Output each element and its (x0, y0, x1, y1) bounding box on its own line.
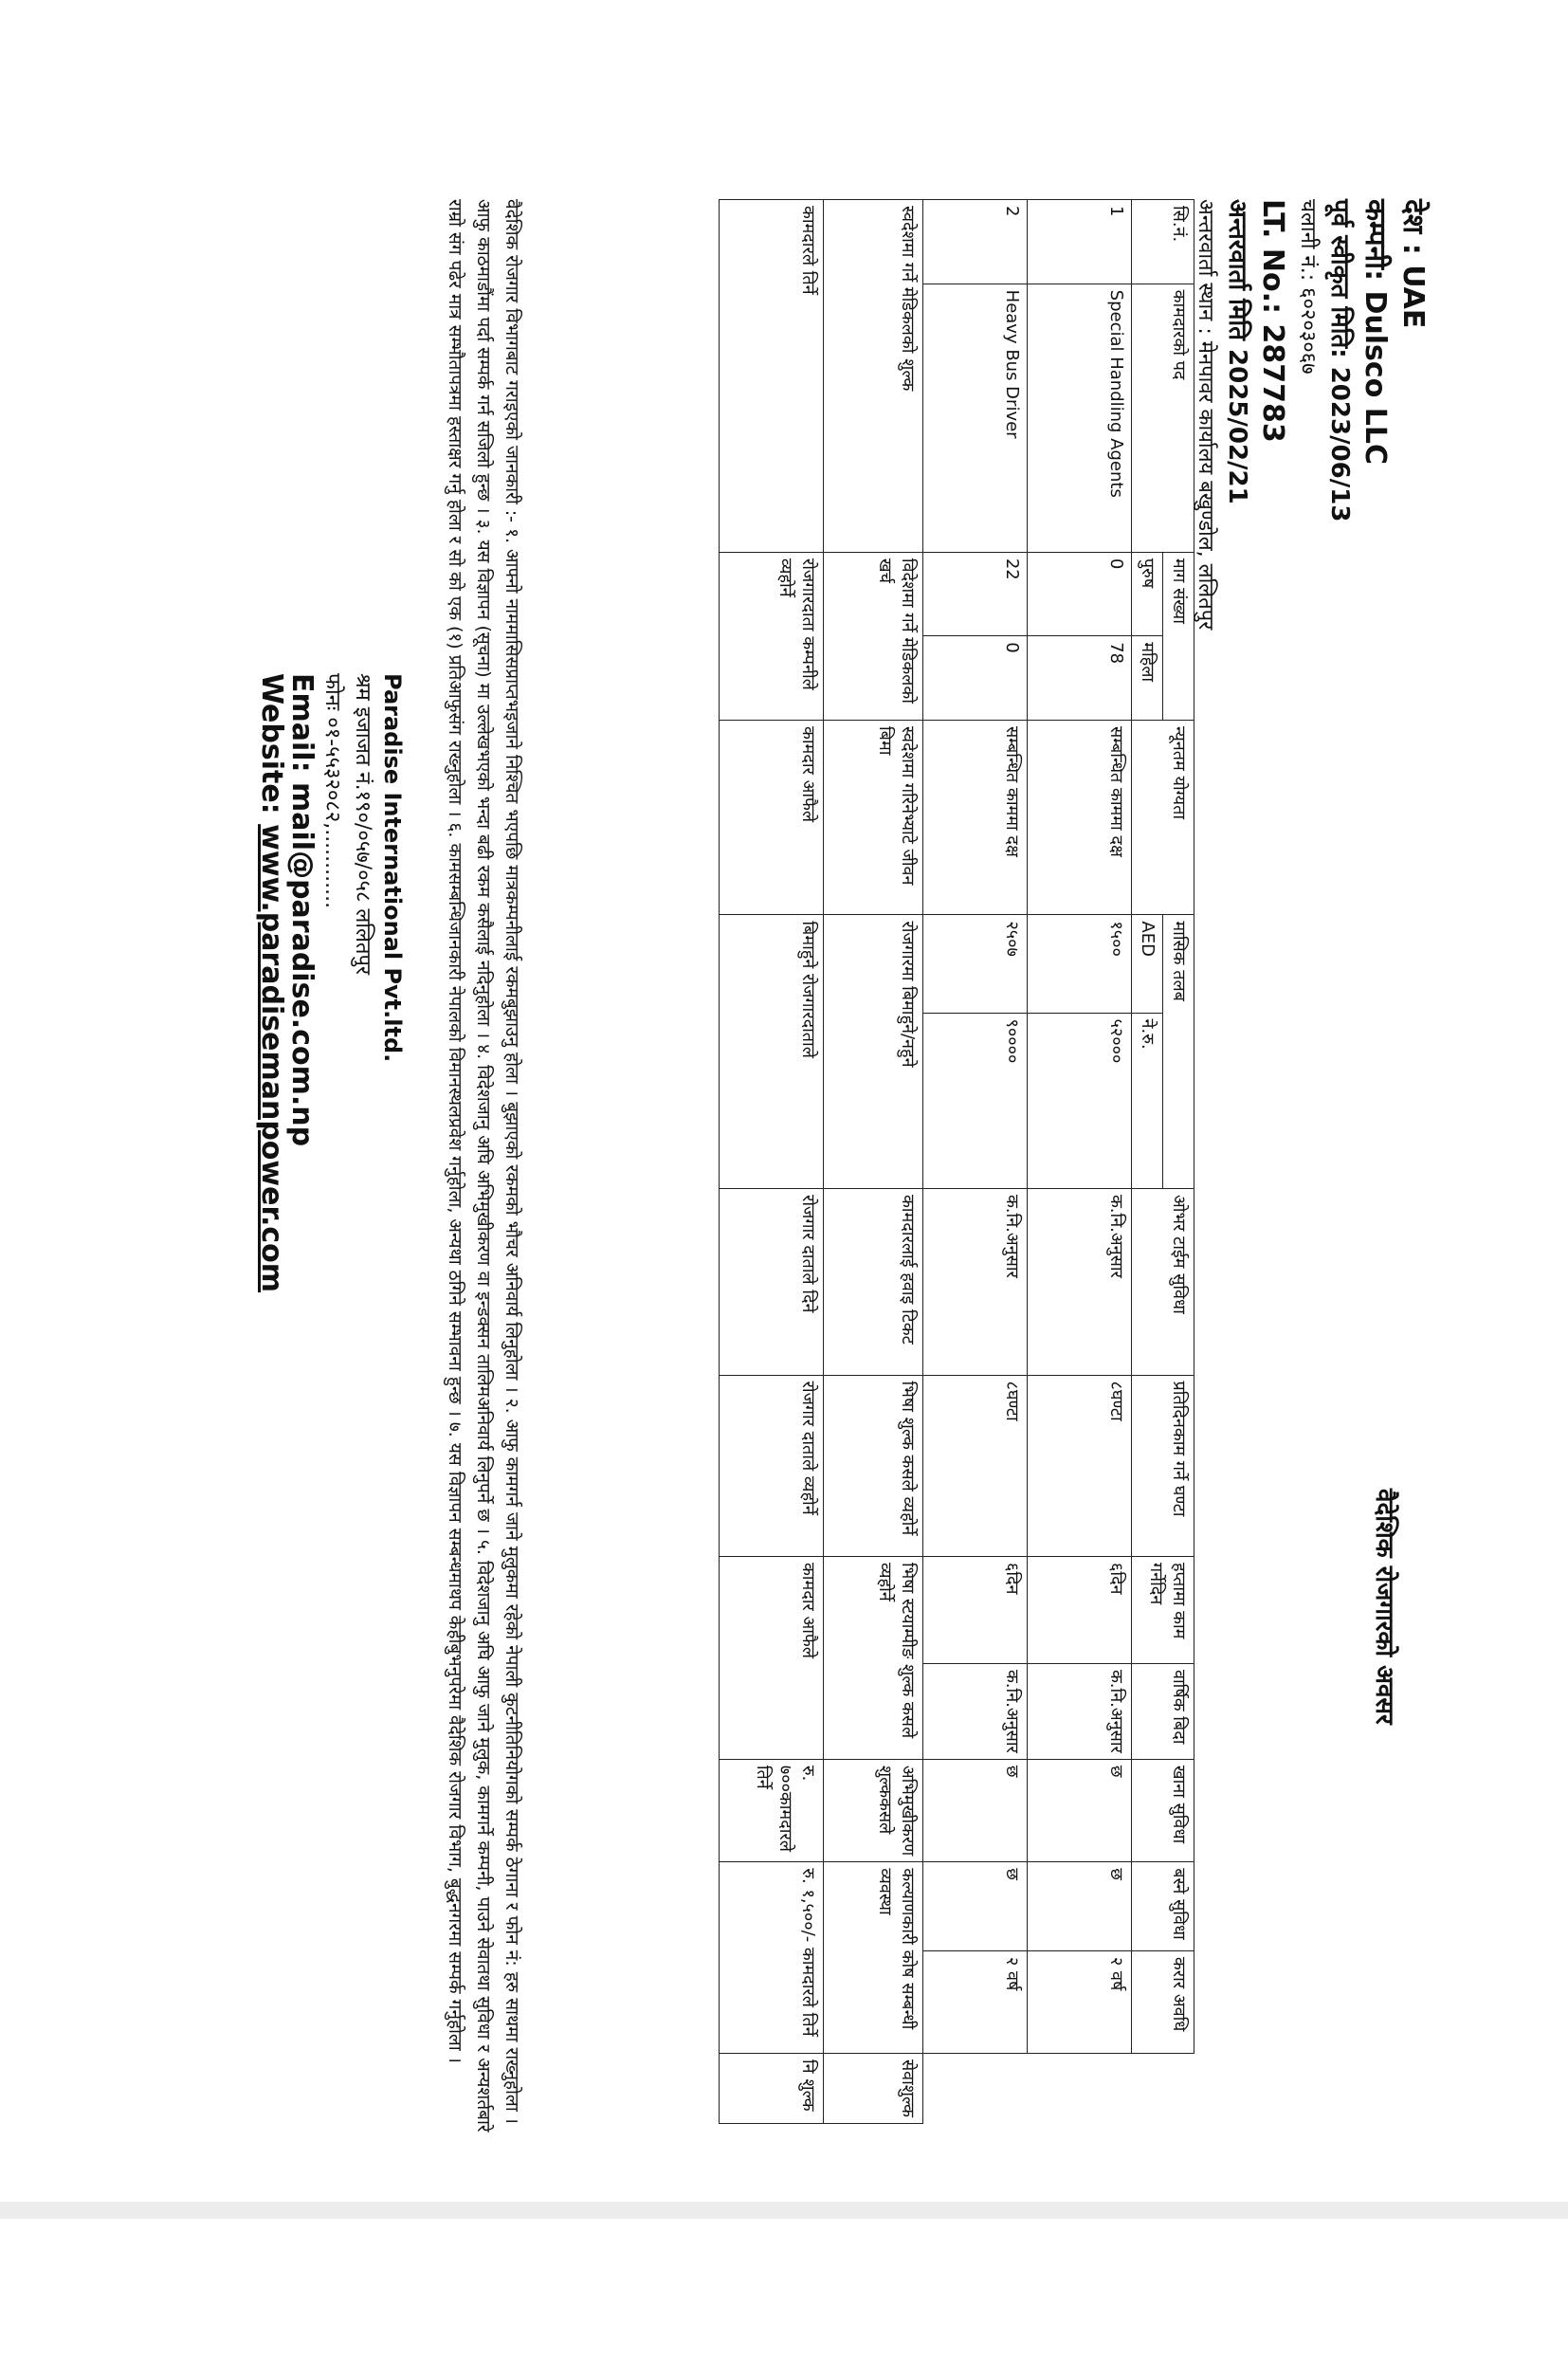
cell-foreign-medical: विदेशमा गर्ने मेडिकलको खर्च (824, 552, 923, 720)
header-overtime: ओभर टाईम सुविधा (1132, 1188, 1194, 1375)
cell-visa-stamping: भिषा स्टयाम्पीङ शुल्क कसले व्यहोर्ने (824, 1556, 923, 1759)
interview-place: अन्तरवार्ता स्थान : मेनपावर कार्यालय बखुण्डोल, ललितपुर (1194, 199, 1217, 631)
header-hours: प्रतिदिनकाम गर्ने घण्टा (1132, 1375, 1194, 1556)
cell-welfare-fund-value: रु. १,५००/- कामदारले तिर्ने (720, 1862, 824, 2054)
cell-housing: छ (1028, 1862, 1132, 1951)
header-housing: बस्ने सुविधा (1132, 1862, 1194, 1951)
header-qualification: न्यूनतम योग्यता (1132, 721, 1194, 915)
cell-welfare-fund: कल्याणकारी कोष सम्बन्धी व्यवस्था (824, 1862, 923, 2054)
cell-aed: १५०० (1028, 915, 1132, 1013)
cell-air-ticket: कामदारलाई हवाइ टिकट (824, 1188, 923, 1375)
header-female: महिला (1132, 636, 1163, 721)
interview-date: अन्तरवार्ता मिति 2025/02/21 (1223, 199, 1251, 504)
cell-foreign-medical-value: रोजगारदाता कम्पनीले व्यहोर्ने (720, 552, 824, 720)
header-male: पुरुष (1132, 552, 1163, 635)
cell-male: 22 (923, 552, 1028, 635)
chalani-line: चलानी नं.: ६०२०३०६७ (1296, 199, 1320, 375)
cell-contract: २ वर्ष (923, 1950, 1028, 2053)
cell-qualification: सम्बन्धित काममा दक्ष (923, 721, 1028, 915)
cell-food: छ (1028, 1759, 1132, 1861)
company-line: कम्पनी: Dulsco LLC (1358, 199, 1392, 465)
cell-service-fee-value: नि शुल्क (720, 2053, 824, 2123)
document-title: वैदेशिक रोजगारको अवसर (1370, 1489, 1398, 1725)
pre-approval-line: पूर्व स्वीकृत मिति: 2023/06/13 (1325, 199, 1354, 522)
header-days: हप्तामा काम गर्नेदिन (1132, 1556, 1194, 1663)
cell-sn: 1 (1028, 200, 1132, 284)
header-post: कामदारको पद (1132, 284, 1194, 552)
country-line: देश : UAE (1396, 199, 1430, 329)
cell-leave: क.नि.अनुसार (1028, 1663, 1132, 1759)
header-contract: करार अवधि (1132, 1950, 1194, 2053)
cell-sn: 2 (923, 200, 1028, 284)
table-row (1028, 200, 1132, 2124)
phone-number: फोनः ०१-५५३२०८२,............ (320, 673, 344, 909)
cell-hours: ८घण्टा (1028, 1375, 1132, 1556)
license-number: श्रम इजाजत नं.१९०/०५७/०५८ ललितपुर (351, 673, 374, 975)
cell-contract: २ वर्ष (1028, 1950, 1132, 2053)
cell-employment-insurance: रोजगारमा बिमाहुने/नहुने (824, 915, 923, 1189)
cell-life-insurance-value: कामदार आफैले (720, 721, 824, 915)
cell-male: 0 (1028, 552, 1132, 635)
table-header-row (1163, 200, 1194, 2124)
cell-npr: ५२००० (1028, 1013, 1132, 1188)
email-line[interactable]: Email: mail@paradise.com.np (285, 673, 319, 1147)
rotated-page (142, 142, 1431, 2361)
cell-overtime: क.नि.अनुसार (1028, 1188, 1132, 1375)
cell-orientation-value: रु. ७००कामदारले तिर्ने (720, 1759, 824, 1861)
cell-visa-fee-value: रोजगार दाताले व्यहोर्ने (720, 1375, 824, 1556)
cell-service-fee: सेवाशुल्क (824, 2053, 923, 2123)
cell-leave: क.नि.अनुसार (923, 1663, 1028, 1759)
cell-days: ६दिन (923, 1556, 1028, 1663)
cell-food: छ (923, 1759, 1028, 1861)
agency-name: Paradise International Pvt.ltd. (379, 673, 406, 1063)
header-food: खाना सुविधा (1132, 1759, 1194, 1861)
cell-life-insurance: स्वदेशमा गरिनेभ्याटे जीवन बिमा (824, 721, 923, 915)
table-row (923, 200, 1028, 2124)
header-demand: माग संख्या (1163, 552, 1194, 720)
cell-hours: ८घण्टा (923, 1375, 1028, 1556)
header-leave: वार्षिक बिदा (1132, 1663, 1194, 1759)
cell-employment-insurance-value: बिमाहुने रोजगारदाताले (720, 915, 824, 1189)
cell-female: 78 (1028, 636, 1132, 721)
header-npr: ने.रु. (1132, 1013, 1163, 1188)
cell-female: 0 (923, 636, 1028, 721)
cell-days: ६दिन (1028, 1556, 1132, 1663)
cell-orientation: अभिमुखीकरण शुल्ककसले (824, 1759, 923, 1861)
demand-table (719, 199, 1194, 2124)
table-row (720, 200, 824, 2124)
cell-visa-fee: भिषा शुल्क कसले व्यहोर्ने (824, 1375, 923, 1556)
header-aed: AED (1132, 915, 1163, 1013)
website-label: Website: (255, 673, 288, 825)
lt-number: LT. No.: 287783 (1256, 199, 1289, 443)
header-sn: सि.नं. (1132, 200, 1194, 284)
cell-housing: छ (923, 1862, 1028, 1951)
cell-local-medical: स्वदेशमा गर्ने मेडिकलको शुल्क (824, 200, 923, 553)
website-line (256, 673, 286, 1292)
cell-qualification: सम्बन्धित काममा दक्ष (1028, 721, 1132, 915)
cell-post: Special Handling Agents (1028, 284, 1132, 552)
table-row (824, 200, 923, 2124)
cell-aed: २५०७ (923, 915, 1028, 1013)
cell-npr: ९०००० (923, 1013, 1028, 1188)
cell-visa-stamping-value: कामदार आफैले (720, 1556, 824, 1759)
cell-air-ticket-value: रोजगार दाताले दिने (720, 1188, 824, 1375)
cell-local-medical-value: कामदारले तिर्ने (720, 200, 824, 553)
header-salary: मासिक तलब (1163, 915, 1194, 1189)
footer-block (256, 673, 408, 1292)
cell-overtime: क.नि.अनुसार (923, 1188, 1028, 1375)
notice-paragraph: वैदेशिक रोजगार विभागबाट गराइएको जानकारी :- १. आफ्नो नाममासिसप्राप्तभइजाने निश्चित भएपछि मात्रकम्पनीलाई रकमबुझाउनु होला । बुझाएको रकमको भौचर अनिवार्य लिनुहोला । २. आफु कामगर्न जाने मुलुकमा रहेको नेपाली कुटनीतिनियोगको सम्पर्क ठेगाना र फोन नं: हरु साथमा राख्नुहोला । आफु काठमाडौंमा पर्दा सम्पर्क गर्न सजिलो हुन्छ । ३. यस विज्ञापन (सूचना) मा उल्लेखभएको भन्दा बढी रकम कसैलाई नदिनुहोला । ४. विदेशजानु अघि अभिमुखीकरण वा इन्डक्सन तालिमअनिवार्य लिनुपर्ने छ । ५. विदेशजानु अघि आफु जाने मुलुक, कामगर्ने कम्पनी, पाउने सेवातथा सुविधा र अन्यशर्तबारे राम्रो संग पढेर मात्र सम्भौतापत्रमा हस्ताक्षर गर्नु होला र सो को एक (१) प्रतिआफुसंग राख्नुहोला । ६. कामसम्बन्धिजानकारी नेपालको विमानस्थलप्रवेश गर्नुहोला, अन्यथा ठगिने सम्भावना हुन्छ । ७. यस विज्ञापन सम्बन्धमाथप केहीबुभनुपरेमा वैदेशिक रोजगार विभाग, बुद्धनगरमा सम्पर्क गर्नुहोला । (445, 199, 522, 2132)
header-block (1189, 199, 1431, 630)
website-link[interactable]: www.paradisemanpower.com (255, 824, 288, 1293)
cell-post: Heavy Bus Driver (923, 284, 1028, 552)
